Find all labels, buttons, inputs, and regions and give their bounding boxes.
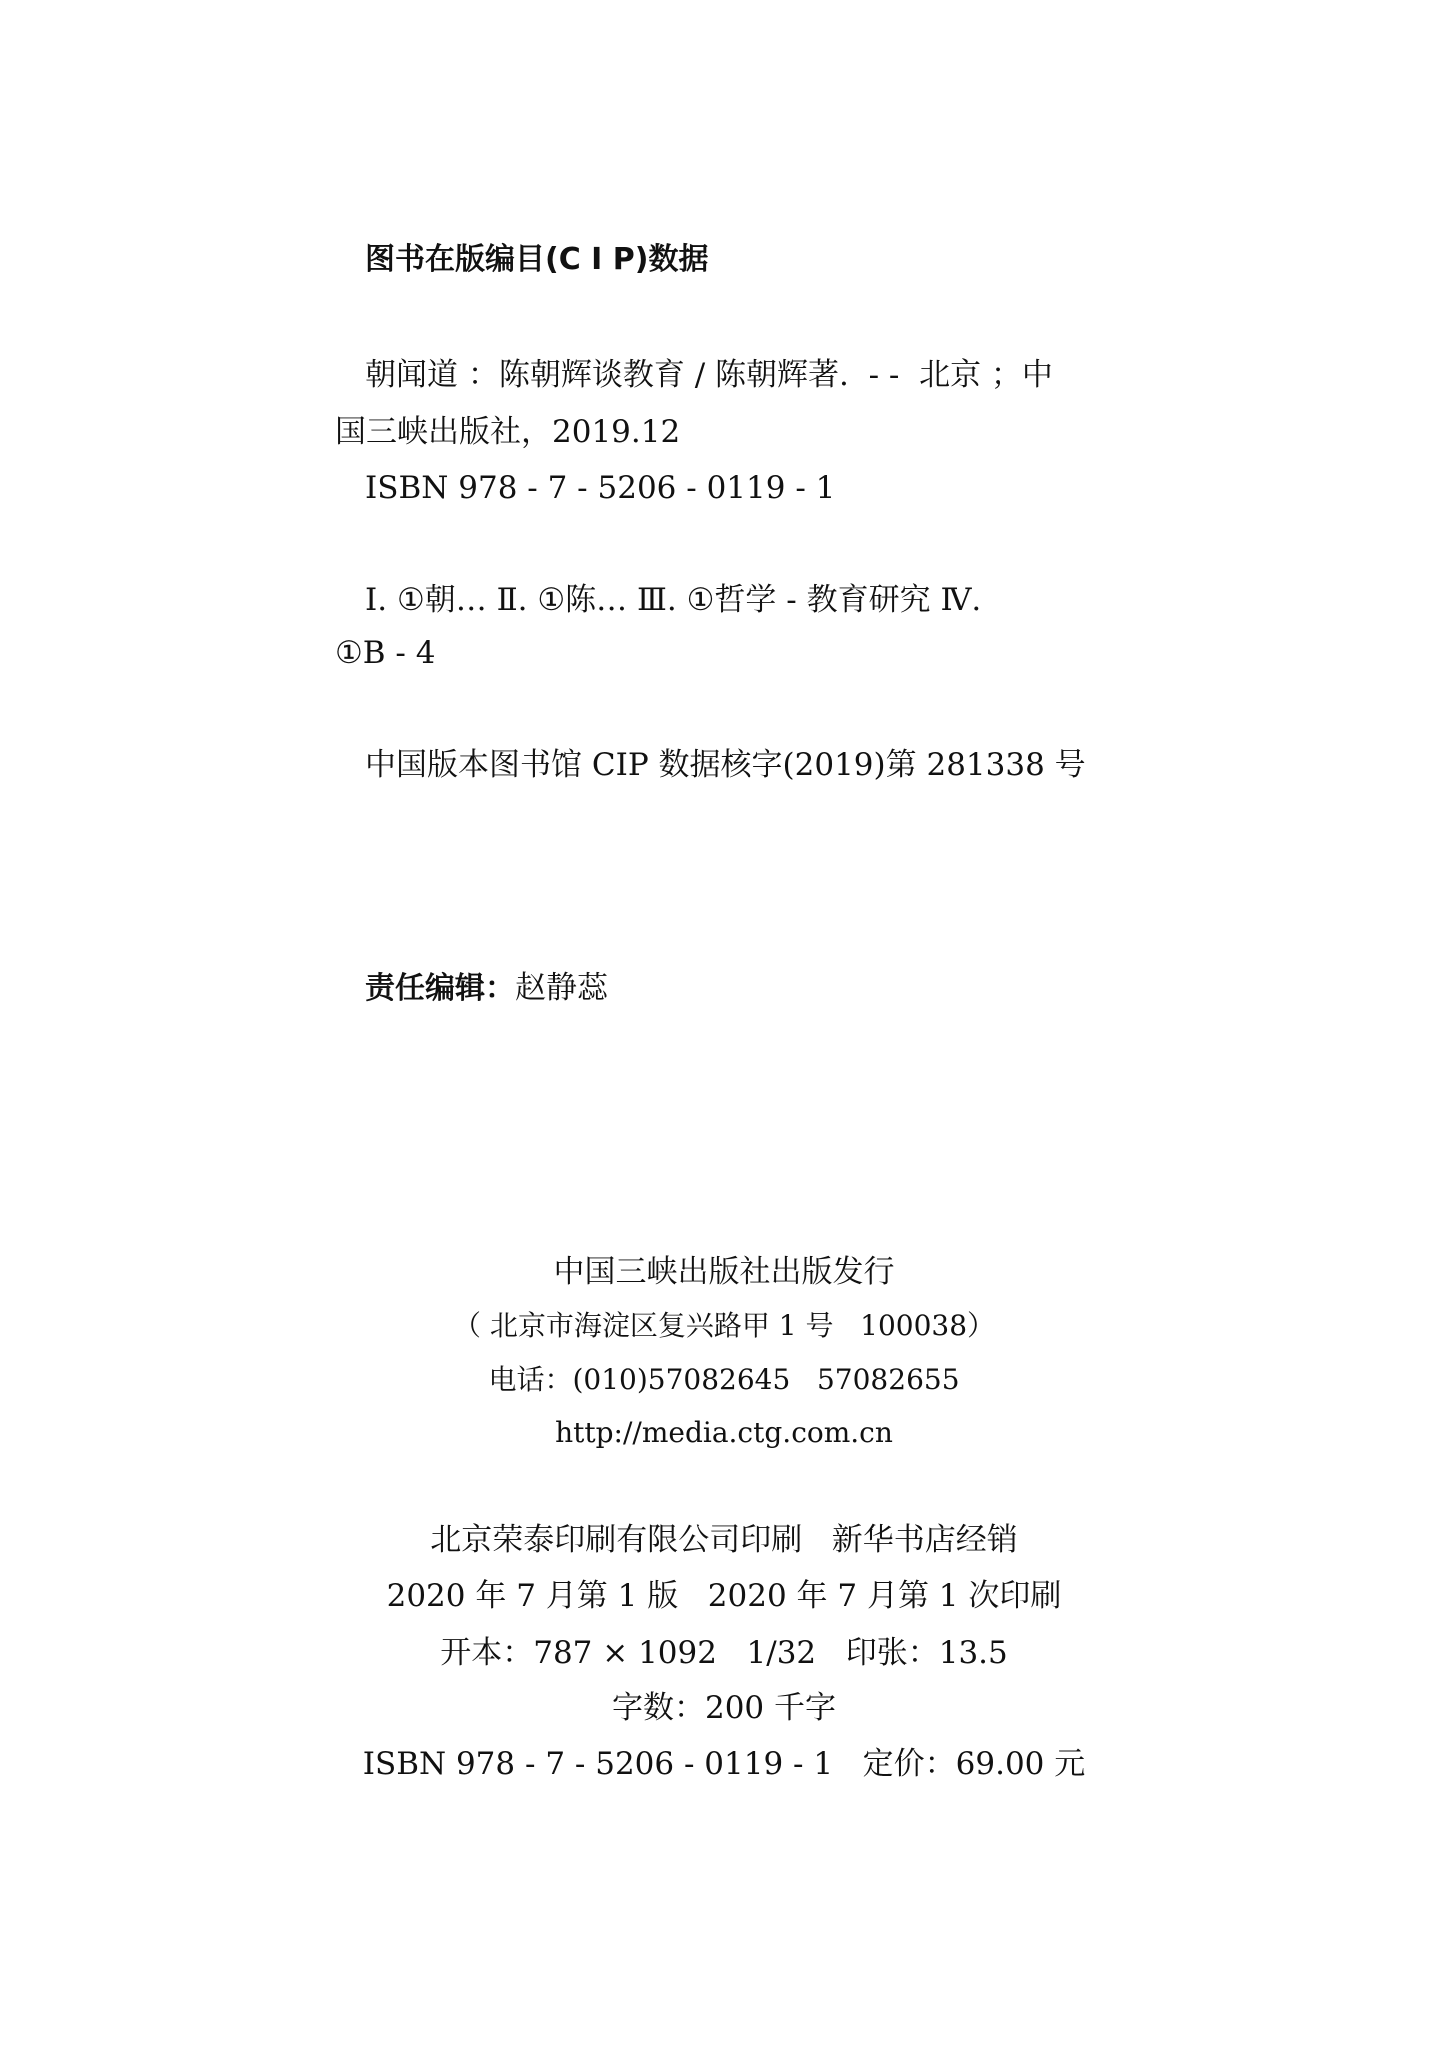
cip-entry-line-1: 朝闻道 ：陈朝辉谈教育 / 陈朝辉著. - - 北京 ；中: [365, 357, 1053, 393]
isbn-price: ISBN 978 - 7 - 5206 - 0119 - 1 定价：69.00 元: [362, 1746, 1086, 1782]
edition-info: 2020 年 7 月第 1 版 2020 年 7 月第 1 次印刷: [386, 1578, 1062, 1614]
editor-label: 责任编辑：: [365, 971, 515, 1006]
publisher-name: 中国三峡出版社出版发行: [553, 1254, 895, 1290]
cip-classification-line-1: Ⅰ. ①朝… Ⅱ. ①陈… Ⅲ. ①哲学 - 教育研究 Ⅳ.: [365, 582, 982, 618]
publisher-phone: 电话：(010)57082645 57082655: [488, 1363, 960, 1396]
cip-record-number: 中国版本图书馆 CIP 数据核字(2019)第 281338 号: [365, 747, 1086, 783]
editor-name: 赵静蕊: [515, 970, 608, 1006]
publisher-address: （ 北京市海淀区复兴路甲 1 号 100038）: [452, 1309, 996, 1342]
publisher-website: http://media.ctg.com.cn: [555, 1416, 893, 1449]
printing-info: 北京荣泰印刷有限公司印刷 新华书店经销: [430, 1522, 1018, 1558]
editor-credit: [365, 968, 608, 1009]
cip-entry-line-2: 国三峡出版社，2019.12: [335, 414, 681, 450]
cip-isbn: ISBN 978 - 7 - 5206 - 0119 - 1: [365, 470, 836, 506]
word-count: 字数：200 千字: [611, 1690, 837, 1726]
cip-classification-line-2: ①B - 4: [335, 635, 436, 671]
cip-heading: 图书在版编目(C I P)数据: [365, 242, 709, 277]
format-info: 开本：787 × 1092 1/32 印张：13.5: [440, 1635, 1008, 1671]
